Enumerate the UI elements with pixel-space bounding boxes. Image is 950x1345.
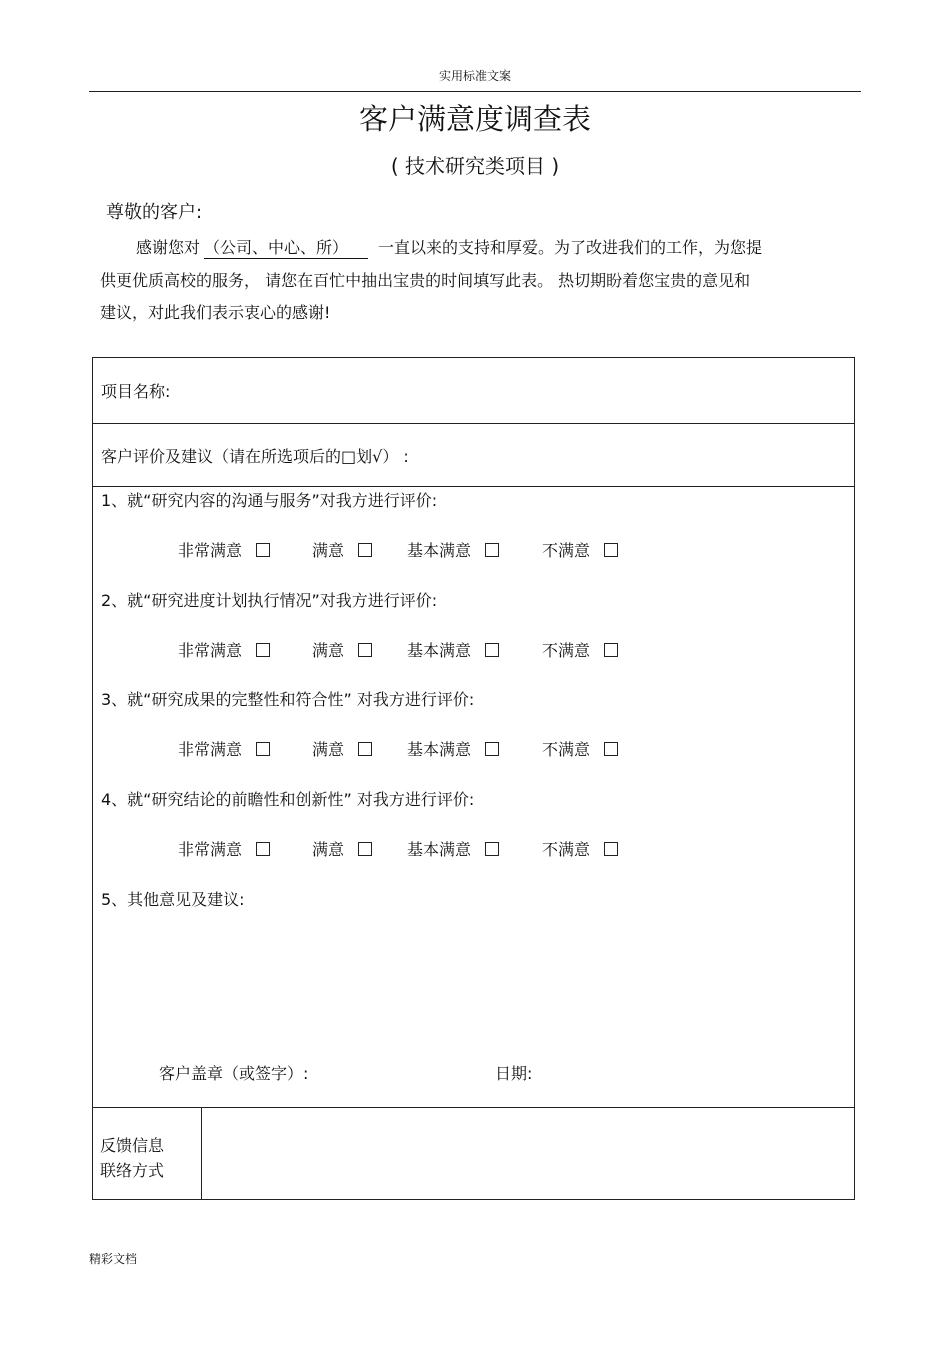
page-footer: 精彩文档 xyxy=(89,1252,138,1266)
letter-line-3: 建议，对此我们表示衷心的感谢! xyxy=(100,303,331,322)
question-1: 1、就“研究内容的沟通与服务”对我方进行评价: xyxy=(101,491,438,510)
rating-basically-satisfied: 基本满意 xyxy=(407,837,499,860)
rating-basically-satisfied: 基本满意 xyxy=(407,538,499,561)
feedback-label-line-1: 反馈信息 xyxy=(100,1136,165,1155)
row-divider xyxy=(93,486,854,487)
header-rule xyxy=(89,91,861,92)
checkbox[interactable] xyxy=(358,842,372,856)
checkbox[interactable] xyxy=(256,643,270,657)
rating-satisfied: 满意 xyxy=(312,638,372,661)
other-comments-label: 5、其他意见及建议: xyxy=(101,890,245,909)
rating-very-satisfied: 非常满意 xyxy=(178,837,270,860)
row-divider xyxy=(93,1107,854,1108)
rating-very-satisfied: 非常满意 xyxy=(178,638,270,661)
checkbox[interactable] xyxy=(256,842,270,856)
checkbox[interactable] xyxy=(358,742,372,756)
rating-unsatisfied: 不满意 xyxy=(542,538,618,561)
row-divider xyxy=(93,423,854,424)
checkbox[interactable] xyxy=(604,543,618,557)
document-subtitle: ( 技术研究类项目 ) xyxy=(390,154,560,178)
checkbox[interactable] xyxy=(358,543,372,557)
stamp-signature-label: 客户盖章（或签字）: xyxy=(159,1064,309,1083)
greeting: 尊敬的客户: xyxy=(106,202,203,223)
rating-unsatisfied: 不满意 xyxy=(542,737,618,760)
feedback-contact-field[interactable] xyxy=(203,1109,853,1199)
checkbox[interactable] xyxy=(256,742,270,756)
rating-satisfied: 满意 xyxy=(312,837,372,860)
checkbox[interactable] xyxy=(485,643,499,657)
checkbox[interactable] xyxy=(604,742,618,756)
date-label: 日期: xyxy=(495,1064,533,1083)
checkbox[interactable] xyxy=(604,643,618,657)
project-name-label: 项目名称: xyxy=(101,382,171,401)
rating-very-satisfied: 非常满意 xyxy=(178,538,270,561)
evaluation-label: 客户评价及建议（请在所选项后的□划√） : xyxy=(101,447,409,466)
rating-satisfied: 满意 xyxy=(312,737,372,760)
survey-form-table xyxy=(92,357,855,1200)
checkbox[interactable] xyxy=(485,543,499,557)
checkbox[interactable] xyxy=(485,742,499,756)
letter-line-2: 供更优质高校的服务， 请您在百忙中抽出宝贵的时间填写此表。 热切期盼着您宝贵的意见和 xyxy=(100,271,751,290)
letter-line-1-prefix: 感谢您对 xyxy=(136,238,201,257)
question-4: 4、就“研究结论的前瞻性和创新性” 对我方进行评价: xyxy=(101,790,475,809)
letter-line-1-suffix: 一直以来的支持和厚爱。为了改进我们的工作，为您提 xyxy=(378,238,763,257)
question-2: 2、就“研究进度计划执行情况”对我方进行评价: xyxy=(101,591,438,610)
document-title: 客户满意度调查表 xyxy=(358,102,591,136)
checkbox[interactable] xyxy=(256,543,270,557)
checkbox[interactable] xyxy=(604,842,618,856)
rating-basically-satisfied: 基本满意 xyxy=(407,638,499,661)
rating-unsatisfied: 不满意 xyxy=(542,638,618,661)
question-3: 3、就“研究成果的完整性和符合性” 对我方进行评价: xyxy=(101,690,475,709)
letter-line-1 xyxy=(136,235,762,259)
rating-unsatisfied: 不满意 xyxy=(542,837,618,860)
rating-satisfied: 满意 xyxy=(312,538,372,561)
page-header: 实用标准文案 xyxy=(438,69,511,83)
rating-very-satisfied: 非常满意 xyxy=(178,737,270,760)
checkbox[interactable] xyxy=(358,643,372,657)
rating-basically-satisfied: 基本满意 xyxy=(407,737,499,760)
feedback-label-line-2: 联络方式 xyxy=(100,1161,165,1180)
other-comments-area[interactable] xyxy=(101,914,841,1054)
organization-blank[interactable]: （公司、中心、所） xyxy=(204,238,368,259)
checkbox[interactable] xyxy=(485,842,499,856)
column-divider xyxy=(201,1107,202,1200)
